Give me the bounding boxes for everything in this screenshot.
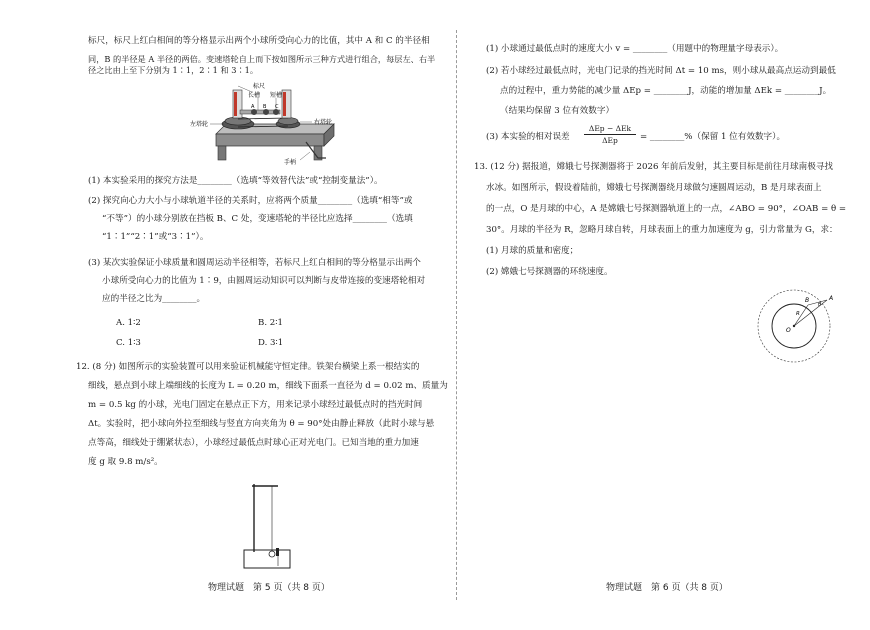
- label-theta: θ: [818, 302, 822, 308]
- q13-part1: (1) 月球的质量和密度；: [486, 246, 579, 256]
- q12-stem-line: 点等高，细线处于绷紧状态），小球经过最低点时球心正对光电门。已知当地的重力加速: [88, 438, 419, 448]
- label-short-groove: 短槽: [270, 92, 283, 99]
- fraction-bar: [584, 134, 636, 135]
- option-b: B. 2∶1: [258, 318, 283, 328]
- label-o: O: [786, 327, 791, 334]
- option-d: D. 3∶1: [258, 338, 284, 348]
- pendulum-stand-figure: [238, 478, 298, 570]
- label-handle: 手柄: [284, 159, 297, 166]
- left-footer: 物理试题 第 5 页（共 8 页）: [208, 583, 330, 593]
- q12-part2-line: (2) 若小球经过最低点时，光电门记录的挡光时间 Δt = 10 ms，则小球从最高点运动到最低: [486, 66, 836, 76]
- label-b: B: [263, 104, 267, 110]
- q11-part2-line: “不等”）的小球分别放在挡板 B、C 处，变速塔轮的半径比应选择________（选填: [102, 214, 413, 224]
- q12-stem-line: 度 g 取 9.8 m/s²。: [88, 457, 163, 467]
- q12-part2-line: 点的过程中，重力势能的减少量 ΔEp = ________J，动能的增加量 ΔEk = ________J。: [500, 86, 832, 96]
- label-c: C: [275, 104, 279, 110]
- label-long-groove: 长槽: [248, 92, 261, 99]
- q13-stem-line: 30°。月球的半径为 R，忽略月球自转，月球表面上的重力加速度为 g，引力常量为 G，求：: [486, 225, 838, 235]
- label-r: R: [796, 311, 800, 317]
- q12-stem-line: Δt。实验时，把小球向外拉至细线与竖直方向夹角为 θ = 90°处由静止释放（此时小球与悬: [88, 419, 435, 429]
- label-right-wheel: 右塔轮: [314, 119, 333, 126]
- relative-error-fraction: [584, 124, 636, 145]
- fraction-denominator: ΔEp: [602, 136, 618, 145]
- moon-orbit-figure: [756, 282, 842, 368]
- intro-line: 标尺，标尺上红白相间的等分格显示出两个小球所受向心力的比值，其中 A 和 C 的半径相: [88, 36, 430, 46]
- q11-part1: (1) 本实验采用的探究方法是________（选填“等效替代法”或“控制变量法”）。: [88, 176, 383, 186]
- q12-part3-suffix: = ________%（保留 1 位有效数字）。: [640, 132, 786, 142]
- q13-part2: (2) 嫦娥七号探测器的环绕速度。: [486, 267, 613, 277]
- q12-part3-prefix: (3) 本实验的相对误差: [486, 132, 570, 142]
- q12-part1: (1) 小球通过最低点时的速度大小 v = ________（用题中的物理量字母表示）。: [486, 44, 784, 54]
- label-a: A: [251, 104, 255, 110]
- q11-part3-line: (3) 某次实验保证小球质量和圆周运动半径相等，若标尺上红白相间的等分格显示出两个: [88, 258, 421, 268]
- fraction-numerator: ΔEp − ΔEk: [588, 124, 632, 133]
- q11-part3-line: 小球所受向心力的比值为 1∶9，由圆周运动知识可以判断与皮带连接的变速塔轮相对: [102, 276, 426, 286]
- q13-stem-line: 水冰。如图所示，假设着陆前，嫦娥七号探测器绕月球做匀速圆周运动，B 是月球表面上: [486, 183, 822, 193]
- q13-stem-line: 的一点，O 是月球的中心，A 是嫦娥七号探测器轨道上的一点，∠ABO = 90°，∠OAB = θ =: [486, 204, 847, 214]
- q11-part3-line: 应的半径之比为________。: [102, 294, 206, 304]
- right-footer: 物理试题 第 6 页（共 8 页）: [606, 583, 728, 593]
- label-b: B: [805, 297, 810, 304]
- label-a: A: [829, 295, 834, 302]
- page-fold-line: [456, 30, 457, 600]
- q12-stem-line: 12. (8 分) 如图所示的实验装置可以用来验证机械能守恒定律。铁架台横梁上系一根结实的: [76, 362, 420, 372]
- option-a: A. 1∶2: [116, 318, 141, 328]
- q12-stem-line: 细线，悬点到小球上端细线的长度为 L = 0.20 m，细线下面系一直径为 d = 0.02 m、质量为: [88, 381, 448, 391]
- q11-part2-line: “1∶1”“2∶1”或“3∶1”）。: [102, 232, 209, 242]
- q12-part2-line: （结果均保留 3 位有效数字）: [500, 106, 615, 116]
- option-c: C. 1∶3: [116, 338, 141, 348]
- label-biaochi: 标尺: [253, 83, 266, 90]
- q11-part2-line: (2) 探究向心力大小与小球轨道半径的关系时，应将两个质量________（选填“相等”或: [88, 196, 413, 206]
- label-left-wheel: 左塔轮: [190, 121, 209, 128]
- intro-line: 同，B 的半径是 A 半径的两倍。变速塔轮自上而下按如图所示三种方式进行组合，每层左、右半径之比由上至下分别为 1∶1，2∶1 和 3∶1。: [88, 54, 436, 75]
- centripetal-apparatus-figure: [190, 78, 346, 170]
- q13-stem-line: 13. (12 分) 据报道，嫦娥七号探测器将于 2026 年前后发射，其主要目标是前往月球南极寻找: [474, 162, 834, 172]
- q12-stem-line: m = 0.5 kg 的小球，光电门固定在悬点正下方，用来记录小球经过最低点时的挡光时间: [88, 400, 423, 410]
